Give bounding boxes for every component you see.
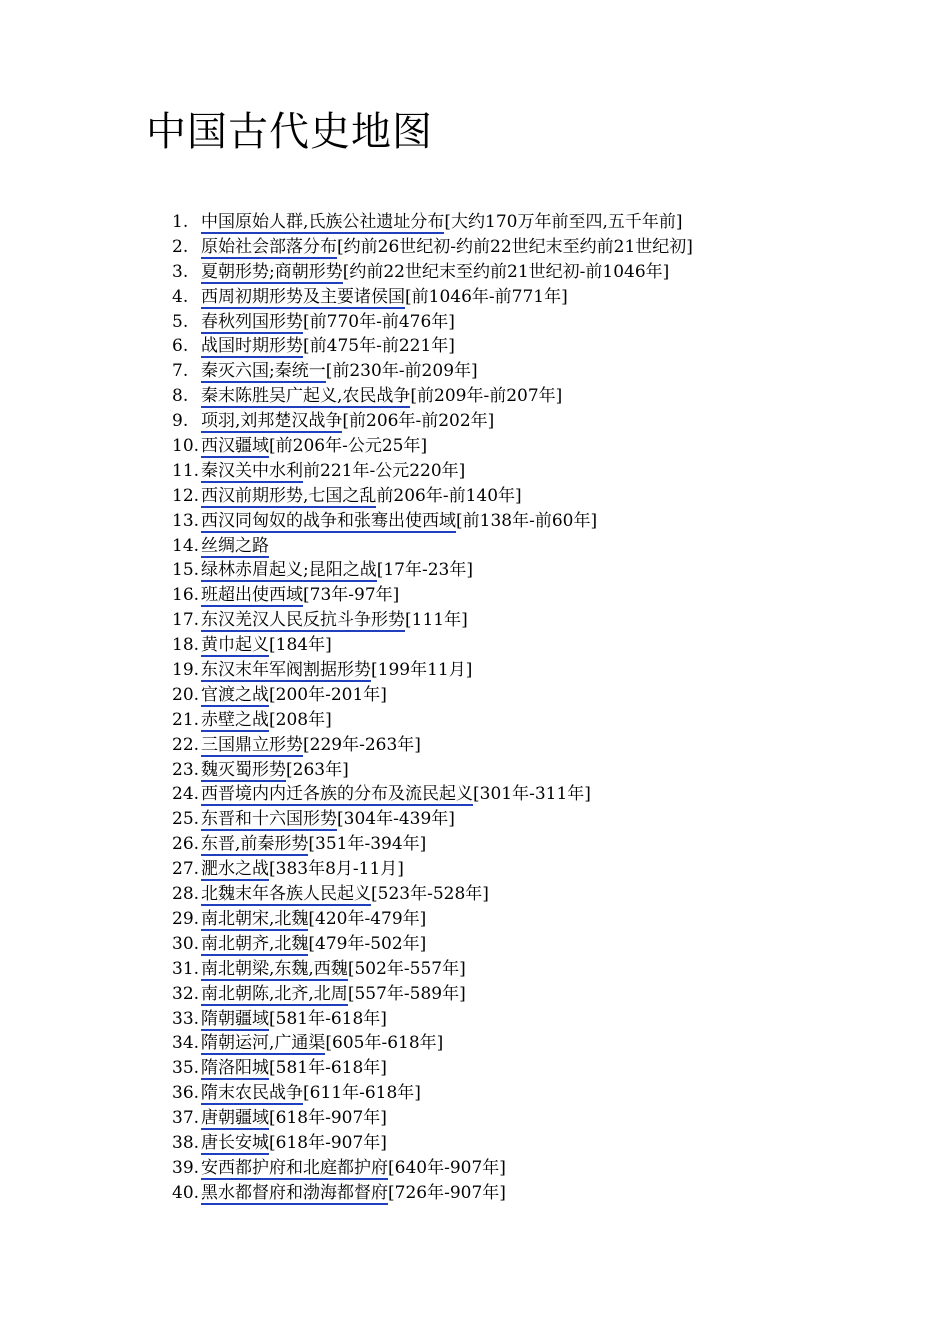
list-item-body: [201, 733, 421, 758]
list-item-body: [201, 807, 455, 832]
date-range: 前206年-前140年]: [376, 485, 522, 506]
map-link[interactable]: 淝水之战: [201, 859, 269, 880]
list-item-number: 35.: [172, 1058, 200, 1079]
date-range: [351年-394年]: [308, 834, 427, 855]
list-item-body: [201, 957, 466, 982]
list-item-number: 3.: [172, 261, 189, 282]
list-item-body: [201, 534, 269, 559]
date-range: [199年11月]: [371, 660, 473, 681]
map-link[interactable]: 东汉羌汉人民反抗斗争形势: [201, 610, 405, 631]
map-link[interactable]: 魏灭蜀形势: [201, 759, 286, 780]
list-item-number: 27.: [172, 859, 200, 880]
date-range: [618年-907年]: [269, 1132, 387, 1153]
list-item-body: [201, 235, 693, 260]
list-item-number: 33.: [172, 1008, 200, 1029]
list-item-number: 14.: [172, 535, 200, 556]
list-item-number: 10.: [172, 436, 200, 457]
list-item-body: [201, 708, 332, 733]
list-item-number: 39.: [172, 1157, 200, 1178]
date-range: [611年-618年]: [303, 1083, 421, 1104]
map-link[interactable]: 东汉末年军阀割据形势: [201, 660, 371, 681]
map-link[interactable]: 三国鼎立形势: [201, 734, 303, 755]
map-link[interactable]: 黄巾起义: [201, 635, 269, 656]
list-item-number: 8.: [172, 386, 189, 407]
list-item-number: 19.: [172, 660, 200, 681]
list-item-number: 28.: [172, 884, 200, 905]
map-link[interactable]: 项羽,刘邦楚汉战争: [201, 411, 343, 432]
map-link[interactable]: 秦汉关中水利: [201, 460, 303, 481]
map-link[interactable]: 夏朝形势;商朝形势: [201, 261, 343, 282]
list-item-body: [201, 434, 427, 459]
list-item-body: [201, 1156, 506, 1181]
map-link[interactable]: 绿林赤眉起义;昆阳之战: [201, 560, 377, 581]
list-item-body: [201, 359, 478, 384]
list-item-body: [201, 558, 473, 583]
date-range: [前1046年-前771年]: [405, 286, 568, 307]
list-item-number: 34.: [172, 1033, 200, 1054]
date-range: [263年]: [286, 759, 349, 780]
map-link[interactable]: 南北朝陈,北齐,北周: [201, 983, 348, 1004]
list-item-number: 29.: [172, 908, 200, 929]
list-item-number: 24.: [172, 784, 200, 805]
list-item-body: [201, 1131, 387, 1156]
date-range: [前770年-前476年]: [303, 311, 455, 332]
map-link[interactable]: 班超出使西域: [201, 585, 303, 606]
date-range: [184年]: [269, 635, 332, 656]
date-range: [726年-907年]: [388, 1182, 506, 1203]
date-range: [前138年-前60年]: [456, 510, 598, 531]
map-link[interactable]: 东晋和十六国形势: [201, 809, 337, 830]
list-item-body: [201, 583, 399, 608]
list-item-number: 13.: [172, 510, 200, 531]
map-link[interactable]: 黑水都督府和渤海都督府: [201, 1182, 388, 1203]
date-range: [420年-479年]: [308, 908, 427, 929]
list-item-body: [201, 310, 455, 335]
map-link[interactable]: 隋朝疆域: [201, 1008, 269, 1029]
map-link[interactable]: 西晋境内内迁各族的分布及流民起义: [201, 784, 473, 805]
map-link[interactable]: 北魏末年各族人民起义: [201, 884, 371, 905]
list-item-body: [201, 982, 466, 1007]
list-item-body: [201, 758, 349, 783]
list-item-body: [201, 907, 426, 932]
date-range: [前206年-公元25年]: [269, 436, 428, 457]
map-link[interactable]: 秦灭六国;秦统一: [201, 361, 326, 382]
list-item-body: [201, 1106, 387, 1131]
list-item-number: 21.: [172, 709, 200, 730]
list-item-body: [201, 782, 591, 807]
date-range: [581年-618年]: [269, 1058, 387, 1079]
date-range: [约前26世纪初-约前22世纪末至约前21世纪初]: [337, 236, 693, 257]
date-range: [111年]: [405, 610, 468, 631]
list-item-number: 25.: [172, 809, 200, 830]
map-link[interactable]: 东晋,前秦形势: [201, 834, 309, 855]
list-item-body: [201, 1007, 387, 1032]
list-item-number: 6.: [172, 336, 189, 357]
list-item-number: 2.: [172, 236, 189, 257]
date-range: [73年-97年]: [303, 585, 400, 606]
page-title: 中国古代史地图: [146, 109, 433, 155]
list-item-body: [201, 633, 332, 658]
list-item-number: 7.: [172, 361, 189, 382]
map-link[interactable]: 南北朝梁,东魏,西魏: [201, 958, 348, 979]
date-range: [557年-589年]: [347, 983, 466, 1004]
map-link[interactable]: 西汉同匈奴的战争和张骞出使西域: [201, 510, 456, 531]
date-range: [383年8月-11月]: [269, 859, 404, 880]
date-range: [约前22世纪末至约前21世纪初-前1046年]: [342, 261, 670, 282]
list-item-body: [201, 832, 426, 857]
date-range: [581年-618年]: [269, 1008, 387, 1029]
list-item-body: [201, 384, 562, 409]
list-item-body: [201, 409, 494, 434]
map-link[interactable]: 战国时期形势: [201, 336, 303, 357]
date-range: [523年-528年]: [371, 884, 489, 905]
date-range: [301年-311年]: [473, 784, 591, 805]
map-link[interactable]: 秦末陈胜吴广起义,农民战争: [201, 386, 411, 407]
map-link[interactable]: 春秋列国形势: [201, 311, 303, 332]
date-range: [前475年-前221年]: [303, 336, 455, 357]
map-link[interactable]: 安西都护府和北庭都护府: [201, 1157, 388, 1178]
list-item-body: [201, 683, 387, 708]
list-item-number: 30.: [172, 933, 200, 954]
list-item-number: 36.: [172, 1083, 200, 1104]
list-item-body: [201, 210, 683, 235]
map-link[interactable]: 西汉疆域: [201, 436, 269, 457]
date-range: [17年-23年]: [376, 560, 474, 581]
map-link[interactable]: 中国原始人群,氏族公社遗址分布: [201, 212, 445, 232]
date-range: [304年-439年]: [337, 809, 455, 830]
list-item-body: [201, 509, 597, 534]
list-item-number: 22.: [172, 734, 200, 755]
date-range: [479年-502年]: [308, 933, 427, 954]
list-item-number: 16.: [172, 585, 200, 606]
list-item-number: 40.: [172, 1182, 200, 1203]
list-item-number: 23.: [172, 759, 200, 780]
map-link[interactable]: 隋朝运河,广通渠: [201, 1033, 326, 1054]
list-item-body: [201, 658, 472, 683]
date-range: [200年-201年]: [269, 684, 387, 705]
list-item-body: [201, 882, 489, 907]
date-range: [前206年-前202年]: [342, 411, 495, 432]
date-range: [前209年-前207年]: [410, 386, 563, 407]
date-range: [618年-907年]: [269, 1108, 387, 1129]
list-item-number: 18.: [172, 635, 200, 656]
map-link[interactable]: 丝绸之路: [201, 535, 269, 556]
map-link[interactable]: 西汉前期形势,七国之乱: [201, 485, 377, 506]
map-link[interactable]: 官渡之战: [201, 684, 269, 705]
list-item-number: 20.: [172, 684, 200, 705]
list-item-body: [201, 285, 568, 310]
list-item-body: [201, 260, 669, 285]
list-item-number: 37.: [172, 1108, 200, 1129]
list-item-body: [201, 1181, 506, 1206]
list-item-number: 11.: [172, 460, 200, 481]
list-item-number: 5.: [172, 311, 189, 332]
date-range: 前221年-公元220年]: [303, 460, 466, 481]
list-item-number: 38.: [172, 1132, 200, 1153]
list-item-number: 1.: [172, 212, 189, 232]
date-range: [大约170万年前至四,五千年前]: [444, 212, 683, 232]
date-range: [502年-557年]: [347, 958, 466, 979]
list-item-body: [201, 608, 468, 633]
list-item-number: 4.: [172, 286, 189, 307]
date-range: [605年-618年]: [325, 1033, 444, 1054]
map-link[interactable]: 唐朝疆域: [201, 1108, 269, 1129]
list-item-number: 15.: [172, 560, 200, 581]
list-item-body: [201, 857, 404, 882]
map-link[interactable]: 隋末农民战争: [201, 1083, 303, 1104]
map-link[interactable]: 赤壁之战: [201, 709, 269, 730]
list-item-body: [201, 334, 455, 359]
map-link[interactable]: 唐长安城: [201, 1132, 269, 1153]
list-item-number: 26.: [172, 834, 200, 855]
map-link[interactable]: 南北朝齐,北魏: [201, 933, 309, 954]
list-item-body: [201, 932, 426, 957]
list-item-body: [201, 484, 522, 509]
list-item-number: 17.: [172, 610, 200, 631]
date-range: [640年-907年]: [388, 1157, 506, 1178]
list-item-number: 31.: [172, 958, 200, 979]
list-item-number: 9.: [172, 411, 189, 432]
list-item-number: 12.: [172, 485, 200, 506]
map-link[interactable]: 原始社会部落分布: [201, 236, 337, 257]
map-link[interactable]: 隋洛阳城: [201, 1058, 269, 1079]
date-range: [前230年-前209年]: [325, 361, 478, 382]
list-item-body: [201, 459, 465, 484]
map-link[interactable]: 西周初期形势及主要诸侯国: [201, 286, 405, 307]
list-item-body: [201, 1031, 443, 1056]
map-link[interactable]: 南北朝宋,北魏: [201, 908, 309, 929]
list-item-body: [201, 1081, 421, 1106]
list-item-body: [201, 1056, 387, 1081]
date-range: [208年]: [269, 709, 332, 730]
date-range: [229年-263年]: [303, 734, 421, 755]
list-item-number: 32.: [172, 983, 200, 1004]
